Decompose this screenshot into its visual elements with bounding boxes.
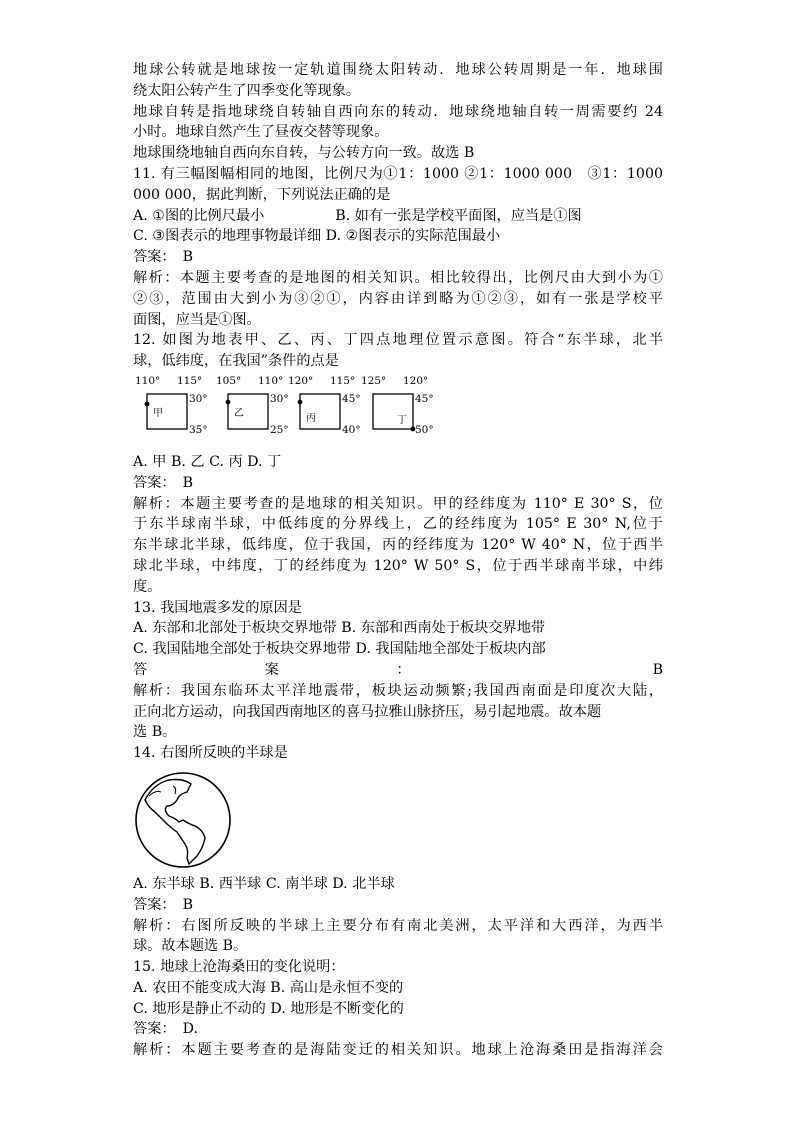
text-line: 面图，应当是①图。 — [133, 311, 261, 328]
text-line: 15. 地球上沧海桑田的变化说明： — [133, 959, 345, 976]
text-block-b — [133, 452, 663, 764]
text-line: 小时。地球自然产生了昼夜交替等现象。 — [133, 124, 389, 141]
text-line: 答案： B — [133, 249, 194, 266]
text-line: 球。故本题选 B。 — [133, 938, 248, 955]
text-line: ②③，范围由大到小为③②①，内容由详到略为①②③，如有一张是学校平 — [133, 290, 663, 307]
text-line: 球，低纬度，在我国”条件的点是 — [133, 353, 339, 370]
text-line: 绕太阳公转产生了四季变化等现象。 — [133, 82, 361, 99]
latitude-label: 30° — [270, 392, 289, 405]
location-point — [145, 402, 150, 407]
text-block-c — [133, 874, 663, 1061]
latitude-label: 45° — [342, 392, 361, 405]
text-line: A. 东部和北部处于板块交界地带 B. 东部和西南处于板块交界地带 — [133, 620, 546, 637]
longitude-label: 125° — [361, 374, 387, 387]
point-label: 丙 — [306, 412, 316, 424]
text-line: 答案： B — [133, 474, 194, 491]
longitude-label: 120° — [288, 374, 314, 387]
text-line: 解析：我国东临环太平洋地震带，板块运动频繁;我国西南面是印度次大陆， — [133, 682, 663, 699]
globe-icon — [133, 770, 233, 870]
latitude-label: 45° — [415, 392, 434, 405]
text-line: 解析：本题主要考查的是地球的相关知识。甲的经纬度为 110° E 30° S，位 — [133, 495, 663, 512]
western-hemisphere-globe-figure — [133, 770, 663, 872]
text-line: 地球围绕地轴自西向东自转，与公转方向一致。故选 B — [133, 145, 475, 162]
text-line: 12. 如图为地表甲、乙、丙、丁四点地理位置示意图。符合“东半球，北半 — [133, 332, 663, 349]
text-line: 解析：本题主要考查的是地图的相关知识。相比较得出，比例尺由大到小为① — [133, 269, 663, 286]
text-line: 13. 我国地震多发的原因是 — [133, 599, 302, 616]
location-point — [226, 400, 231, 405]
text-line: 000 000，据此判断，下列说法正确的是 — [133, 186, 391, 203]
latitude-label: 40° — [342, 423, 361, 436]
longitude-label: 115° — [330, 374, 356, 387]
text-line: 答案： B — [133, 896, 194, 913]
text-line: 东半球北半球，低纬度，位于我国，丙的经纬度为 120° W 40° N，位于西半 — [133, 537, 663, 554]
latitude-label: 35° — [189, 423, 208, 436]
text-line: 14. 右图所反映的半球是 — [133, 745, 288, 762]
text-line: 答案： B — [133, 661, 663, 678]
point-label: 甲 — [153, 407, 163, 419]
longitude-label: 115° — [177, 374, 203, 387]
location-point — [298, 400, 303, 405]
text-line: 地球公转就是地球按一定轨道围绕太阳转动．地球公转周期是一年．地球围 — [133, 62, 663, 78]
text-line: A. 甲 B. 乙 C. 丙 D. 丁 — [133, 453, 282, 470]
text-line: 于东半球南半球，中低纬度的分界线上，乙的经纬度为 105° E 30° N,位于 — [133, 516, 663, 533]
text-line: A. ①图的比例尺最小 B. 如有一张是学校平面图，应当是①图 — [133, 207, 582, 224]
latitude-label: 25° — [270, 423, 289, 436]
grid-figure-svg — [133, 372, 453, 452]
text-line: 正向北方运动，向我国西南地区的喜马拉雅山脉挤压，易引起地震。故本题 — [133, 703, 602, 720]
text-line: C. 地形是静止不动的 D. 地形是不断变化的 — [133, 1000, 404, 1017]
text-line: 地球自转是指地球绕自转轴自西向东的转动．地球绕地轴自转一周需要约 24 — [133, 103, 663, 120]
point-label: 丁 — [397, 414, 407, 426]
location-point — [411, 427, 416, 432]
longitude-label: 120° — [403, 374, 429, 387]
text-line: 球北半球，中纬度，丁的经纬度为 120° W 50° S，位于西半球南半球，中纬 — [133, 557, 663, 574]
text-line: C. 我国陆地全部处于板块交界地带 D. 我国陆地全部处于板块内部 — [133, 641, 546, 658]
text-line: 选 B。 — [133, 724, 177, 741]
text-line: 度。 — [133, 578, 162, 595]
longitude-label: 105° — [216, 374, 242, 387]
text-block-a — [133, 60, 663, 372]
longitude-label: 110° — [258, 374, 284, 387]
longitude-label: 110° — [135, 374, 161, 387]
document-page — [133, 60, 663, 1061]
text-line: C. ③图表示的地理事物最详细 D. ②图表示的实际范围最小 — [133, 228, 501, 245]
text-line: 答案： D. — [133, 1021, 199, 1038]
location-grid-figure — [133, 372, 663, 452]
text-line: A. 农田不能变成大海 B. 高山是永恒不变的 — [133, 979, 404, 996]
text-line: 解析：本题主要考查的是海陆变迁的相关知识。地球上沧海桑田是指海洋会 — [133, 1042, 663, 1059]
grid-box — [373, 394, 413, 429]
text-line: A. 东半球 B. 西半球 C. 南半球 D. 北半球 — [133, 875, 395, 892]
text-line: 解析：右图所反映的半球上主要分布有南北美洲，太平洋和大西洋，为西半 — [133, 917, 663, 934]
point-label: 乙 — [234, 407, 244, 419]
text-line: 11. 有三幅图幅相同的地图，比例尺为①1：1000 ②1：1000 000 ③1：1000 — [133, 165, 663, 182]
latitude-label: 50° — [415, 423, 434, 436]
latitude-label: 30° — [189, 392, 208, 405]
